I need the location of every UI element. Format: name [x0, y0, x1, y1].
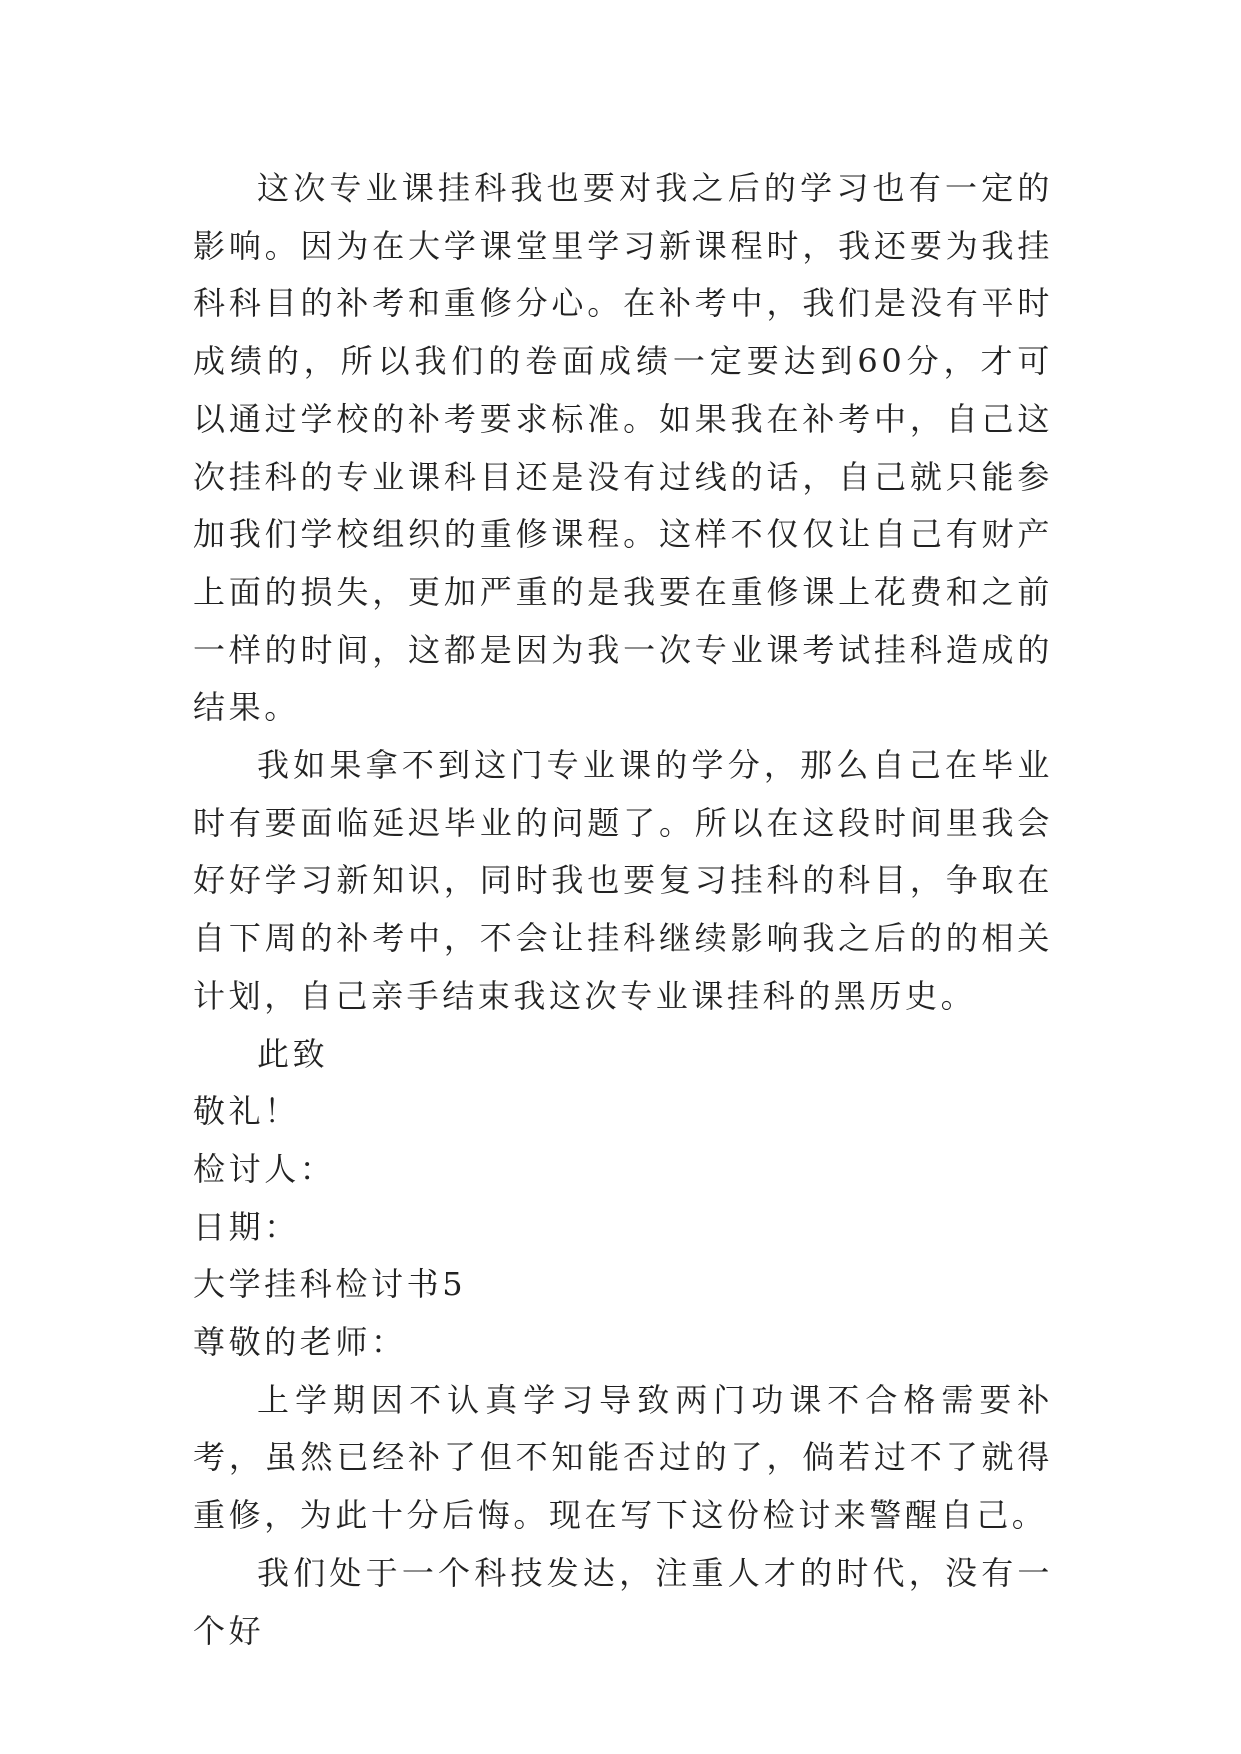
- paragraph-era-of-talent: 我们处于一个科技发达，注重人才的时代，没有一个好: [193, 1553, 1053, 1650]
- closing-jingli: 敬礼！: [193, 1092, 300, 1131]
- paragraph-graduation-delay: 我如果拿不到这门专业课的学分，那么自己在毕业时有要面临延迟毕业的问题了。所以在这段时间里我会好好学习新知识，同时我也要复习挂科的科目，争取在自下周的补考中，不会让挂科继续影响我之后的的相关计划，自己亲手结束我这次专业课挂科的黑历史。: [193, 746, 1053, 1015]
- paragraph-failed-courses: 上学期因不认真学习导致两门功课不合格需要补考，虽然已经补了但不知能否过的了，倘若过不了就得重修，为此十分后悔。现在写下这份检讨来警醒自己。: [193, 1380, 1053, 1535]
- paragraph-exam-impact: 这次专业课挂科我也要对我之后的学习也有一定的影响。因为在大学课堂里学习新课程时，我还要为我挂科科目的补考和重修分心。在补考中，我们是没有平时成绩的，所以我们的卷面成绩一定要达到60分，才可以通过学校的补考要求标准。如果我在补考中，自己这次挂科的专业课科目还是没有过线的话，自己就只能参加我们学校组织的重修课程。这样不仅仅让自己有财产上面的损失，更加严重的是我要在重修课上花费和之前一样的时间，这都是因为我一次专业课考试挂科造成的结果。: [193, 169, 1053, 727]
- date-label: 日期：: [193, 1207, 300, 1246]
- next-letter-title: 大学挂科检讨书5: [193, 1265, 467, 1304]
- closing-cizhi: 此致: [257, 1034, 329, 1073]
- document-body: [193, 160, 1053, 1660]
- next-letter-salutation: 尊敬的老师：: [193, 1323, 407, 1362]
- signer-label: 检讨人：: [193, 1149, 336, 1188]
